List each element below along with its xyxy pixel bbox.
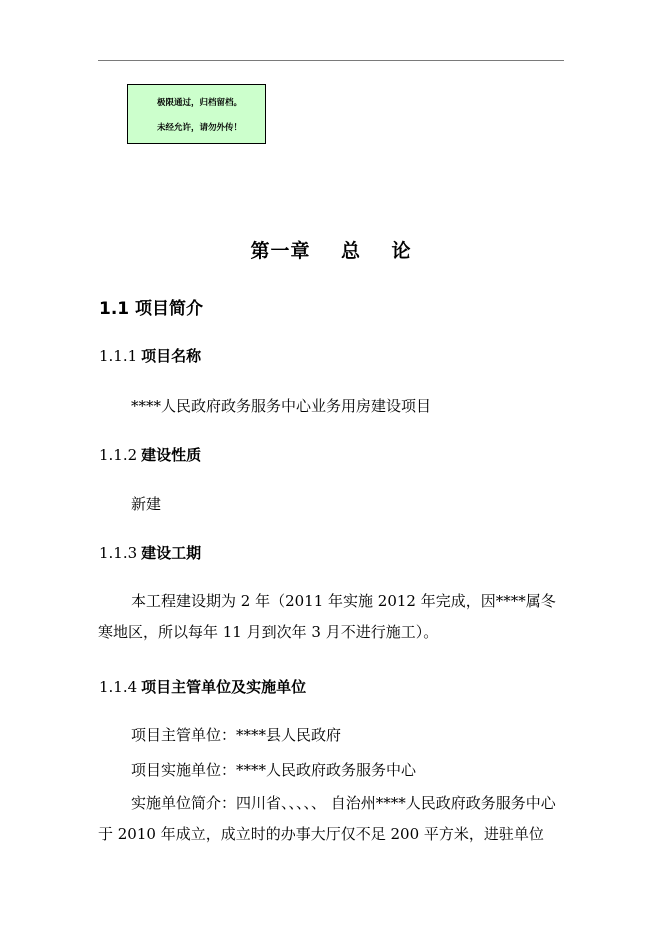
section-title: 项目简介 (135, 299, 204, 319)
stamp-line-2: 未经允许，请勿外传！ (157, 123, 243, 133)
subsection-heading-1-1-3 (99, 542, 201, 563)
section-heading-1-1 (99, 294, 203, 319)
subsection-title: 项目主管单位及实施单位 (141, 678, 307, 696)
subsection-heading-1-1-4 (99, 676, 306, 697)
subsection-title: 项目名称 (141, 347, 202, 365)
subsection-title: 建设性质 (141, 446, 202, 464)
subsection-number: 1.1.1 (99, 347, 138, 365)
subsection-heading-1-1-1 (99, 345, 201, 366)
subsection-heading-1-1-2 (99, 444, 201, 465)
approval-stamp (127, 84, 266, 144)
construction-nature-text: 新建 (131, 495, 162, 513)
subsection-number: 1.1.2 (99, 446, 138, 464)
header-rule (98, 60, 564, 61)
section-number: 1.1 (99, 299, 130, 319)
supervisor-unit-text: 项目主管单位：****县人民政府 (131, 726, 342, 744)
stamp-line-1: 极限通过，归档留档。 (157, 98, 243, 108)
implementer-profile-text: 实施单位简介：四川省、、、、、 自治州****人民政府政务服务中心于 2010 年成立，成立时的办事大厅仅不足 200 平方米，进驻单位 (98, 794, 556, 843)
chapter-title: 第一章 总 论 (250, 240, 412, 262)
subsection-number: 1.1.3 (99, 544, 138, 562)
subsection-number: 1.1.4 (99, 678, 138, 696)
project-name-text: ****人民政府政务服务中心业务用房建设项目 (131, 397, 432, 415)
construction-period-text: 本工程建设期为 2 年（2011 年实施 2012 年完成，因****属冬寒地区，所以每年 11 月到次年 3 月不进行施工）。 (98, 592, 556, 641)
implementer-unit-text: 项目实施单位：****人民政府政务服务中心 (131, 761, 417, 779)
subsection-title: 建设工期 (141, 544, 202, 562)
